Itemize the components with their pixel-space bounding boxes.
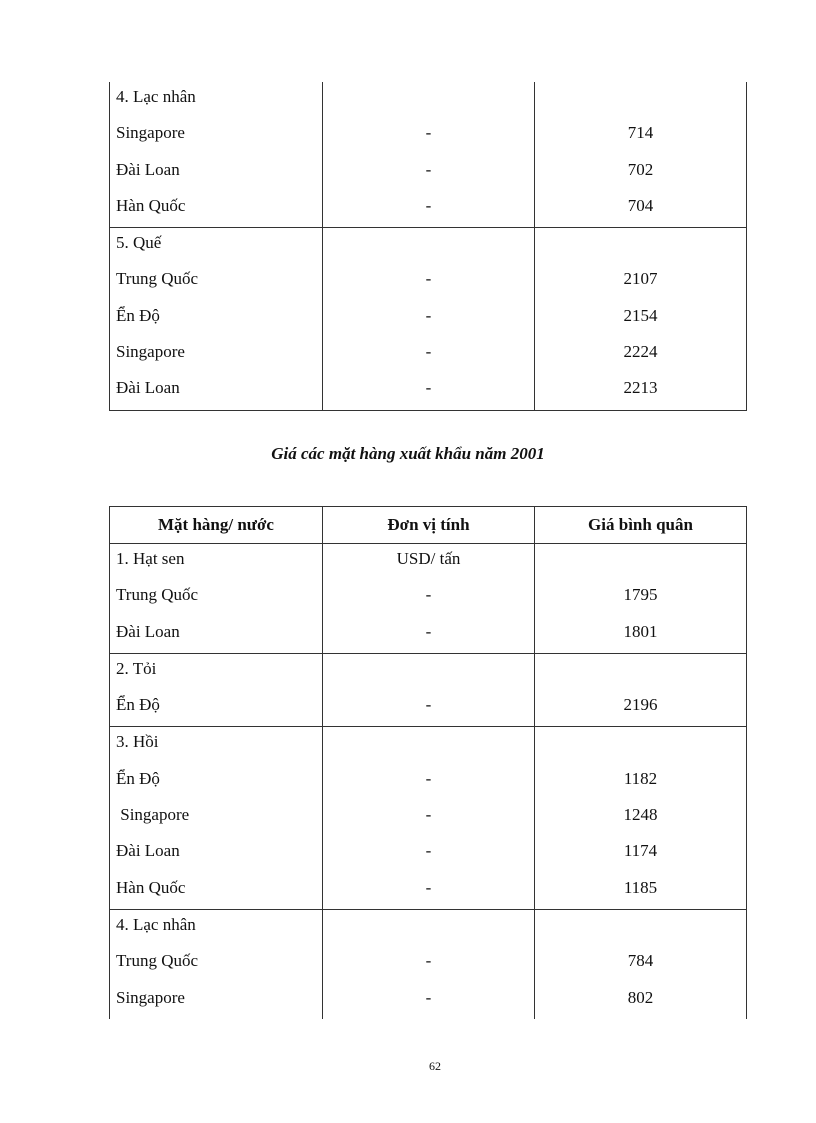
unit-cell: - (323, 617, 535, 654)
unit-cell: - (323, 337, 535, 373)
group-title: 3. Hồi (110, 727, 323, 764)
country-cell: Ển Độ (110, 301, 323, 337)
table-row (110, 337, 747, 373)
price-cell: 784 (535, 946, 747, 982)
price-cell: 1795 (535, 580, 747, 616)
group-title: 4. Lạc nhân (110, 82, 323, 118)
table-row (110, 155, 747, 191)
country-cell: Trung Quốc (110, 946, 323, 982)
price-cell: 1185 (535, 873, 747, 910)
table-row (110, 373, 747, 410)
price-cell: 1174 (535, 836, 747, 872)
table-row (110, 873, 747, 910)
country-cell: Singapore (110, 983, 323, 1019)
group-title-row (110, 653, 747, 690)
header-item: Mặt hàng/ nước (110, 507, 323, 544)
unit-cell: - (323, 373, 535, 410)
table-row (110, 836, 747, 872)
country-cell: Trung Quốc (110, 580, 323, 616)
unit-cell: - (323, 836, 535, 872)
price-cell: 702 (535, 155, 747, 191)
table-row (110, 118, 747, 154)
table-row (110, 301, 747, 337)
table-row (110, 191, 747, 228)
table-row (110, 690, 747, 727)
price-cell: 2213 (535, 373, 747, 410)
group-unit (323, 653, 535, 690)
table-row (110, 617, 747, 654)
unit-cell: - (323, 983, 535, 1019)
table-header (110, 507, 747, 544)
group-title: 5. Quế (110, 228, 323, 265)
country-cell: Đài Loan (110, 155, 323, 191)
table-row (110, 264, 747, 300)
country-cell: Singapore (110, 118, 323, 154)
price-cell: 802 (535, 983, 747, 1019)
header-unit: Đơn vị tính (323, 507, 535, 544)
unit-cell: - (323, 873, 535, 910)
unit-cell: - (323, 580, 535, 616)
price-table-continued (109, 82, 747, 411)
group-hat-sen (110, 544, 747, 654)
group-toi (110, 653, 747, 727)
group-title-row (110, 727, 747, 764)
group-title-row (110, 228, 747, 265)
group-title: 4. Lạc nhân (110, 909, 323, 946)
country-cell: Trung Quốc (110, 264, 323, 300)
country-cell: Singapore (110, 337, 323, 373)
country-cell: Hàn Quốc (110, 191, 323, 228)
price-cell: 2224 (535, 337, 747, 373)
group-unit (323, 727, 535, 764)
group-unit (323, 909, 535, 946)
price-cell: 2154 (535, 301, 747, 337)
table-row (110, 800, 747, 836)
unit-cell: - (323, 946, 535, 982)
country-cell: Ển Độ (110, 690, 323, 727)
table-row (110, 764, 747, 800)
group-que (110, 228, 747, 410)
page-number: 62 (429, 1059, 441, 1073)
group-title: 2. Tỏi (110, 653, 323, 690)
group-unit (323, 82, 535, 118)
country-cell: Đài Loan (110, 617, 323, 654)
header-price: Giá bình quân (535, 507, 747, 544)
price-cell: 704 (535, 191, 747, 228)
group-title-row (110, 909, 747, 946)
country-cell: Đài Loan (110, 373, 323, 410)
price-cell: 1182 (535, 764, 747, 800)
unit-cell: - (323, 155, 535, 191)
group-lac-nhan (110, 82, 747, 228)
group-unit: USD/ tấn (323, 544, 535, 581)
unit-cell: - (323, 264, 535, 300)
price-cell: 1248 (535, 800, 747, 836)
group-hoi (110, 727, 747, 909)
group-title-row (110, 82, 747, 118)
unit-cell: - (323, 800, 535, 836)
country-cell: Singapore (110, 800, 323, 836)
group-unit (323, 228, 535, 265)
price-cell: 2196 (535, 690, 747, 727)
group-title: 1. Hạt sen (110, 544, 323, 581)
group-lac-nhan-2 (110, 909, 747, 1018)
price-cell: 2107 (535, 264, 747, 300)
price-table-2001 (109, 506, 747, 1019)
unit-cell: - (323, 764, 535, 800)
unit-cell: - (323, 301, 535, 337)
unit-cell: - (323, 118, 535, 154)
price-cell: 1801 (535, 617, 747, 654)
group-title-row (110, 544, 747, 581)
table-row (110, 580, 747, 616)
table-row (110, 946, 747, 982)
country-cell: Đài Loan (110, 836, 323, 872)
table-row (110, 983, 747, 1019)
price-cell: 714 (535, 118, 747, 154)
country-cell: Ển Độ (110, 764, 323, 800)
unit-cell: - (323, 690, 535, 727)
country-cell: Hàn Quốc (110, 873, 323, 910)
unit-cell: - (323, 191, 535, 228)
table-caption: Giá các mặt hàng xuất khẩu năm 2001 (271, 444, 545, 463)
